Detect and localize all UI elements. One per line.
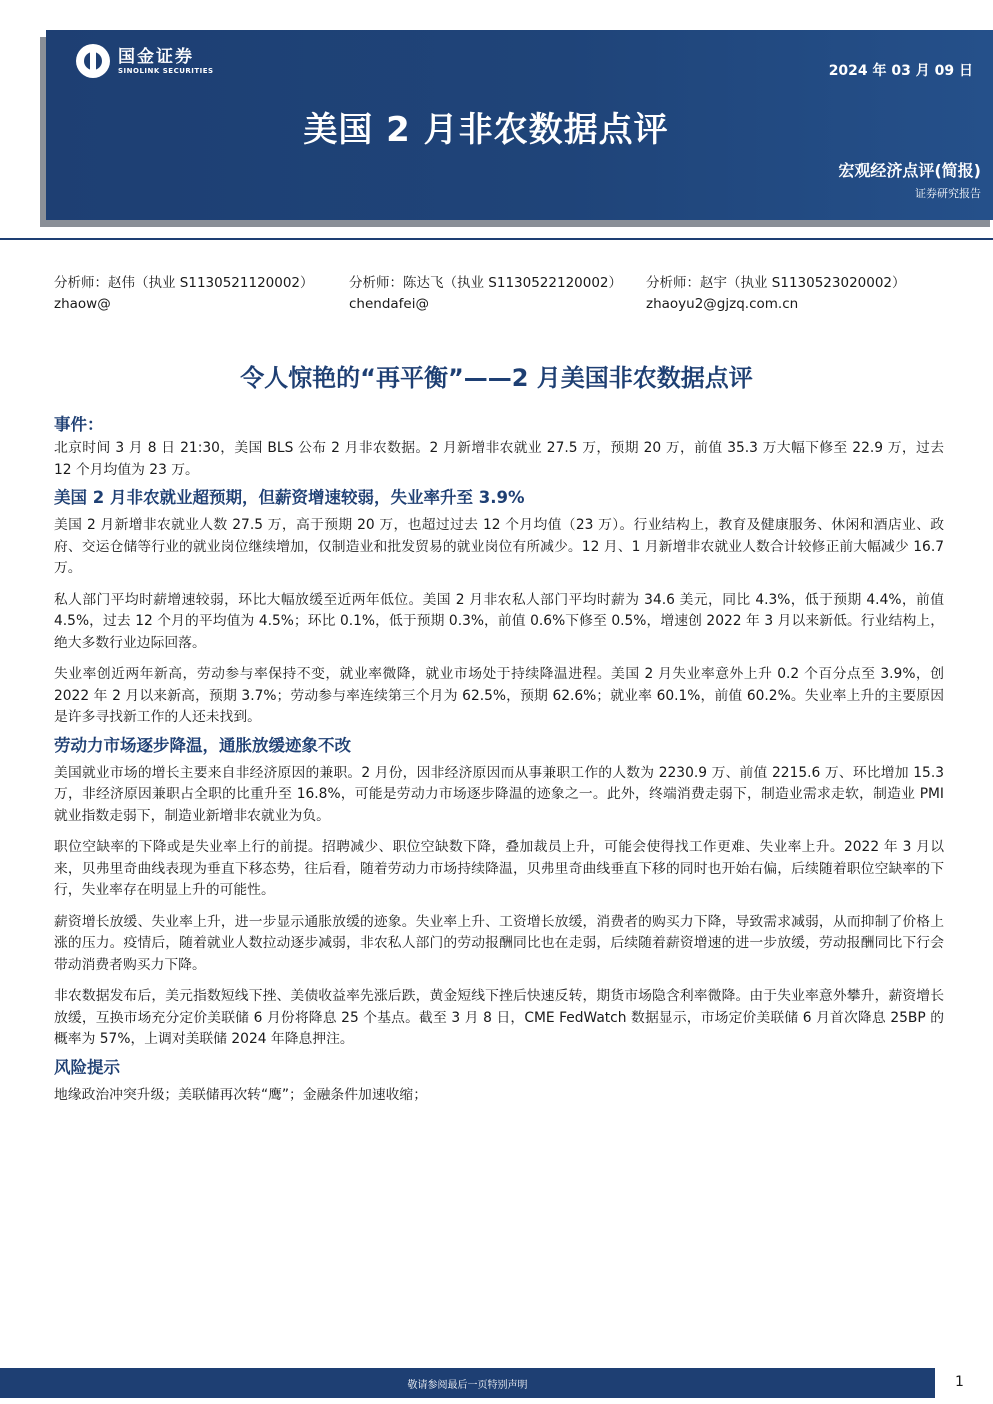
section-heading-event: 事件： (54, 415, 104, 434)
logo-chinese-name: 国金证券 (118, 46, 194, 67)
analyst-name: 分析师：赵宇（执业 S1130523020002） (646, 275, 906, 291)
event-paragraph: 北京时间 3 月 8 日 21:30，美国 BLS 公布 2 月非农数据。2 月新增非农就业 27.5 万，预期 20 万，前值 35.3 万大幅下修至 22.9 万，过去 12 个月均值为 23 万。 (54, 440, 944, 478)
footer-disclaimer-note: 敬请参阅最后一页特别声明 (407, 1380, 528, 1391)
sinolink-logo-icon (76, 44, 110, 78)
analyst-name: 分析师：赵伟（执业 S1130521120002） (54, 275, 314, 291)
analyst-email[interactable]: zhaoyu2@gjzq.com.cn (646, 296, 799, 312)
report-category: 宏观经济点评(简报) (838, 161, 981, 180)
section-heading-labor: 劳动力市场逐步降温，通胀放缓迹象不改 (54, 735, 351, 755)
page-title: 美国 2 月非农数据点评 (303, 110, 669, 150)
report-header (46, 30, 993, 220)
labor-paragraph-2: 职位空缺率的下降或是失业率上行的前提。招聘减少、职位空缺数下降，叠加裁员上升，可能会使得找工作更难、失业率上升。2022 年 3 月以来，贝弗里奇曲线表现为垂直下移态势，往后看，随着劳动力市场持续降温，贝弗里奇曲线垂直下移的同时也开始右偏，后续随着职位空缺率的下行，失业率存在明显上升的可能性。 (54, 839, 944, 898)
analyst-email[interactable]: chendafei@ (349, 296, 429, 312)
analyst-chen-dafei (349, 272, 622, 314)
section-heading-risk: 风险提示 (54, 1057, 120, 1077)
section-heading-jobs: 美国 2 月非农就业超预期，但薪资增速较弱，失业率升至 3.9% (54, 488, 525, 507)
jobs-paragraph-1: 美国 2 月新增非农就业人数 27.5 万，高于预期 20 万，也超过过去 12 个月均值（23 万）。行业结构上，教育及健康服务、休闲和酒店业、政府、交运仓储等行业的就业岗位继续增加，仅制造业和批发贸易的就业岗位有所减少。12 月、1 月新增非农就业人数合计较修正前大幅减少 16.7 万。 (54, 517, 944, 576)
report-subcategory: 证券研究报告 (915, 187, 981, 200)
analyst-name: 分析师：陈达飞（执业 S1130522120002） (349, 275, 623, 291)
analyst-zhao-wei (54, 272, 314, 314)
labor-paragraph-3: 薪资增长放缓、失业率上升，进一步显示通胀放缓的迹象。失业率上升、工资增长放缓，消费者的购买力下降，导致需求减弱，从而抑制了价格上涨的压力。疫情后，随着就业人数拉动逐步减弱，非农私人部门的劳动报酬同比也在走弱，后续随着薪资增速的进一步放缓，劳动报酬同比下行会带动消费者购买力下降。 (54, 913, 944, 973)
analyst-zhao-yu (646, 272, 906, 314)
logo-english-name: SINOLINK SECURITIES (118, 66, 214, 75)
report-body (54, 412, 944, 1106)
risk-paragraph: 地缘政治冲突升级；美联储再次转“鹰”；金融条件加速收缩； (54, 1086, 428, 1103)
header-divider (0, 238, 993, 240)
page-number: 1 (955, 1374, 964, 1390)
analyst-email[interactable]: zhaow@ (54, 296, 111, 312)
report-date: 2024 年 03 月 09 日 (828, 63, 973, 79)
jobs-paragraph-3: 失业率创近两年新高，劳动参与率保持不变，就业率微降，就业市场处于持续降温进程。美国 2 月失业率意外上升 0.2 个百分点至 3.9%，创 2022 年 2 月以来新高，预期 3.7%；劳动参与率连续第三个月为 62.5%，预期 62.6%；就业率 60.1%，前值 60.2%。失业率上升的主要原因是许多寻找新工作的人还未找到。 (54, 666, 944, 725)
company-logo (76, 44, 214, 78)
labor-paragraph-4: 非农数据发布后，美元指数短线下挫、美债收益率先涨后跌，黄金短线下挫后快速反转，期货市场隐含利率微降。由于失业率意外攀升，薪资增长放缓，互换市场充分定价美联储 6 月份将降息 25 个基点。截至 3 月 8 日，CME FedWatch 数据显示，市场定价美联储 6 月首次降息 25BP 的概率为 57%，上调对美联储 2024 年降息押注。 (54, 988, 944, 1047)
report-title: 令人惊艳的“再平衡”——2 月美国非农数据点评 (240, 364, 753, 392)
jobs-paragraph-2: 私人部门平均时薪增速较弱，环比大幅放缓至近两年低位。美国 2 月非农私人部门平均时薪为 34.6 美元，同比 4.3%，低于预期 4.4%，前值 4.5%，过去 12 个月的平均值为 4.5%；环比 0.1%，低于预期 0.3%，前值 0.6%下修至 0.5%，增速创 2022 年 3 月以来新低。行业结构上，绝大多数行业边际回落。 (54, 591, 944, 651)
labor-paragraph-1: 美国就业市场的增长主要来自非经济原因的兼职。2 月份，因非经济原因而从事兼职工作的人数为 2230.9 万、前值 2215.6 万、环比增加 15.3 万，非经济原因兼职占全职的比重升至 16.8%，可能是劳动力市场逐步降温的迹象之一。此外，终端消费走弱下，制造业需求走软，制造业 PMI 就业指数走弱下，制造业新增非农就业为负。 (54, 764, 944, 824)
